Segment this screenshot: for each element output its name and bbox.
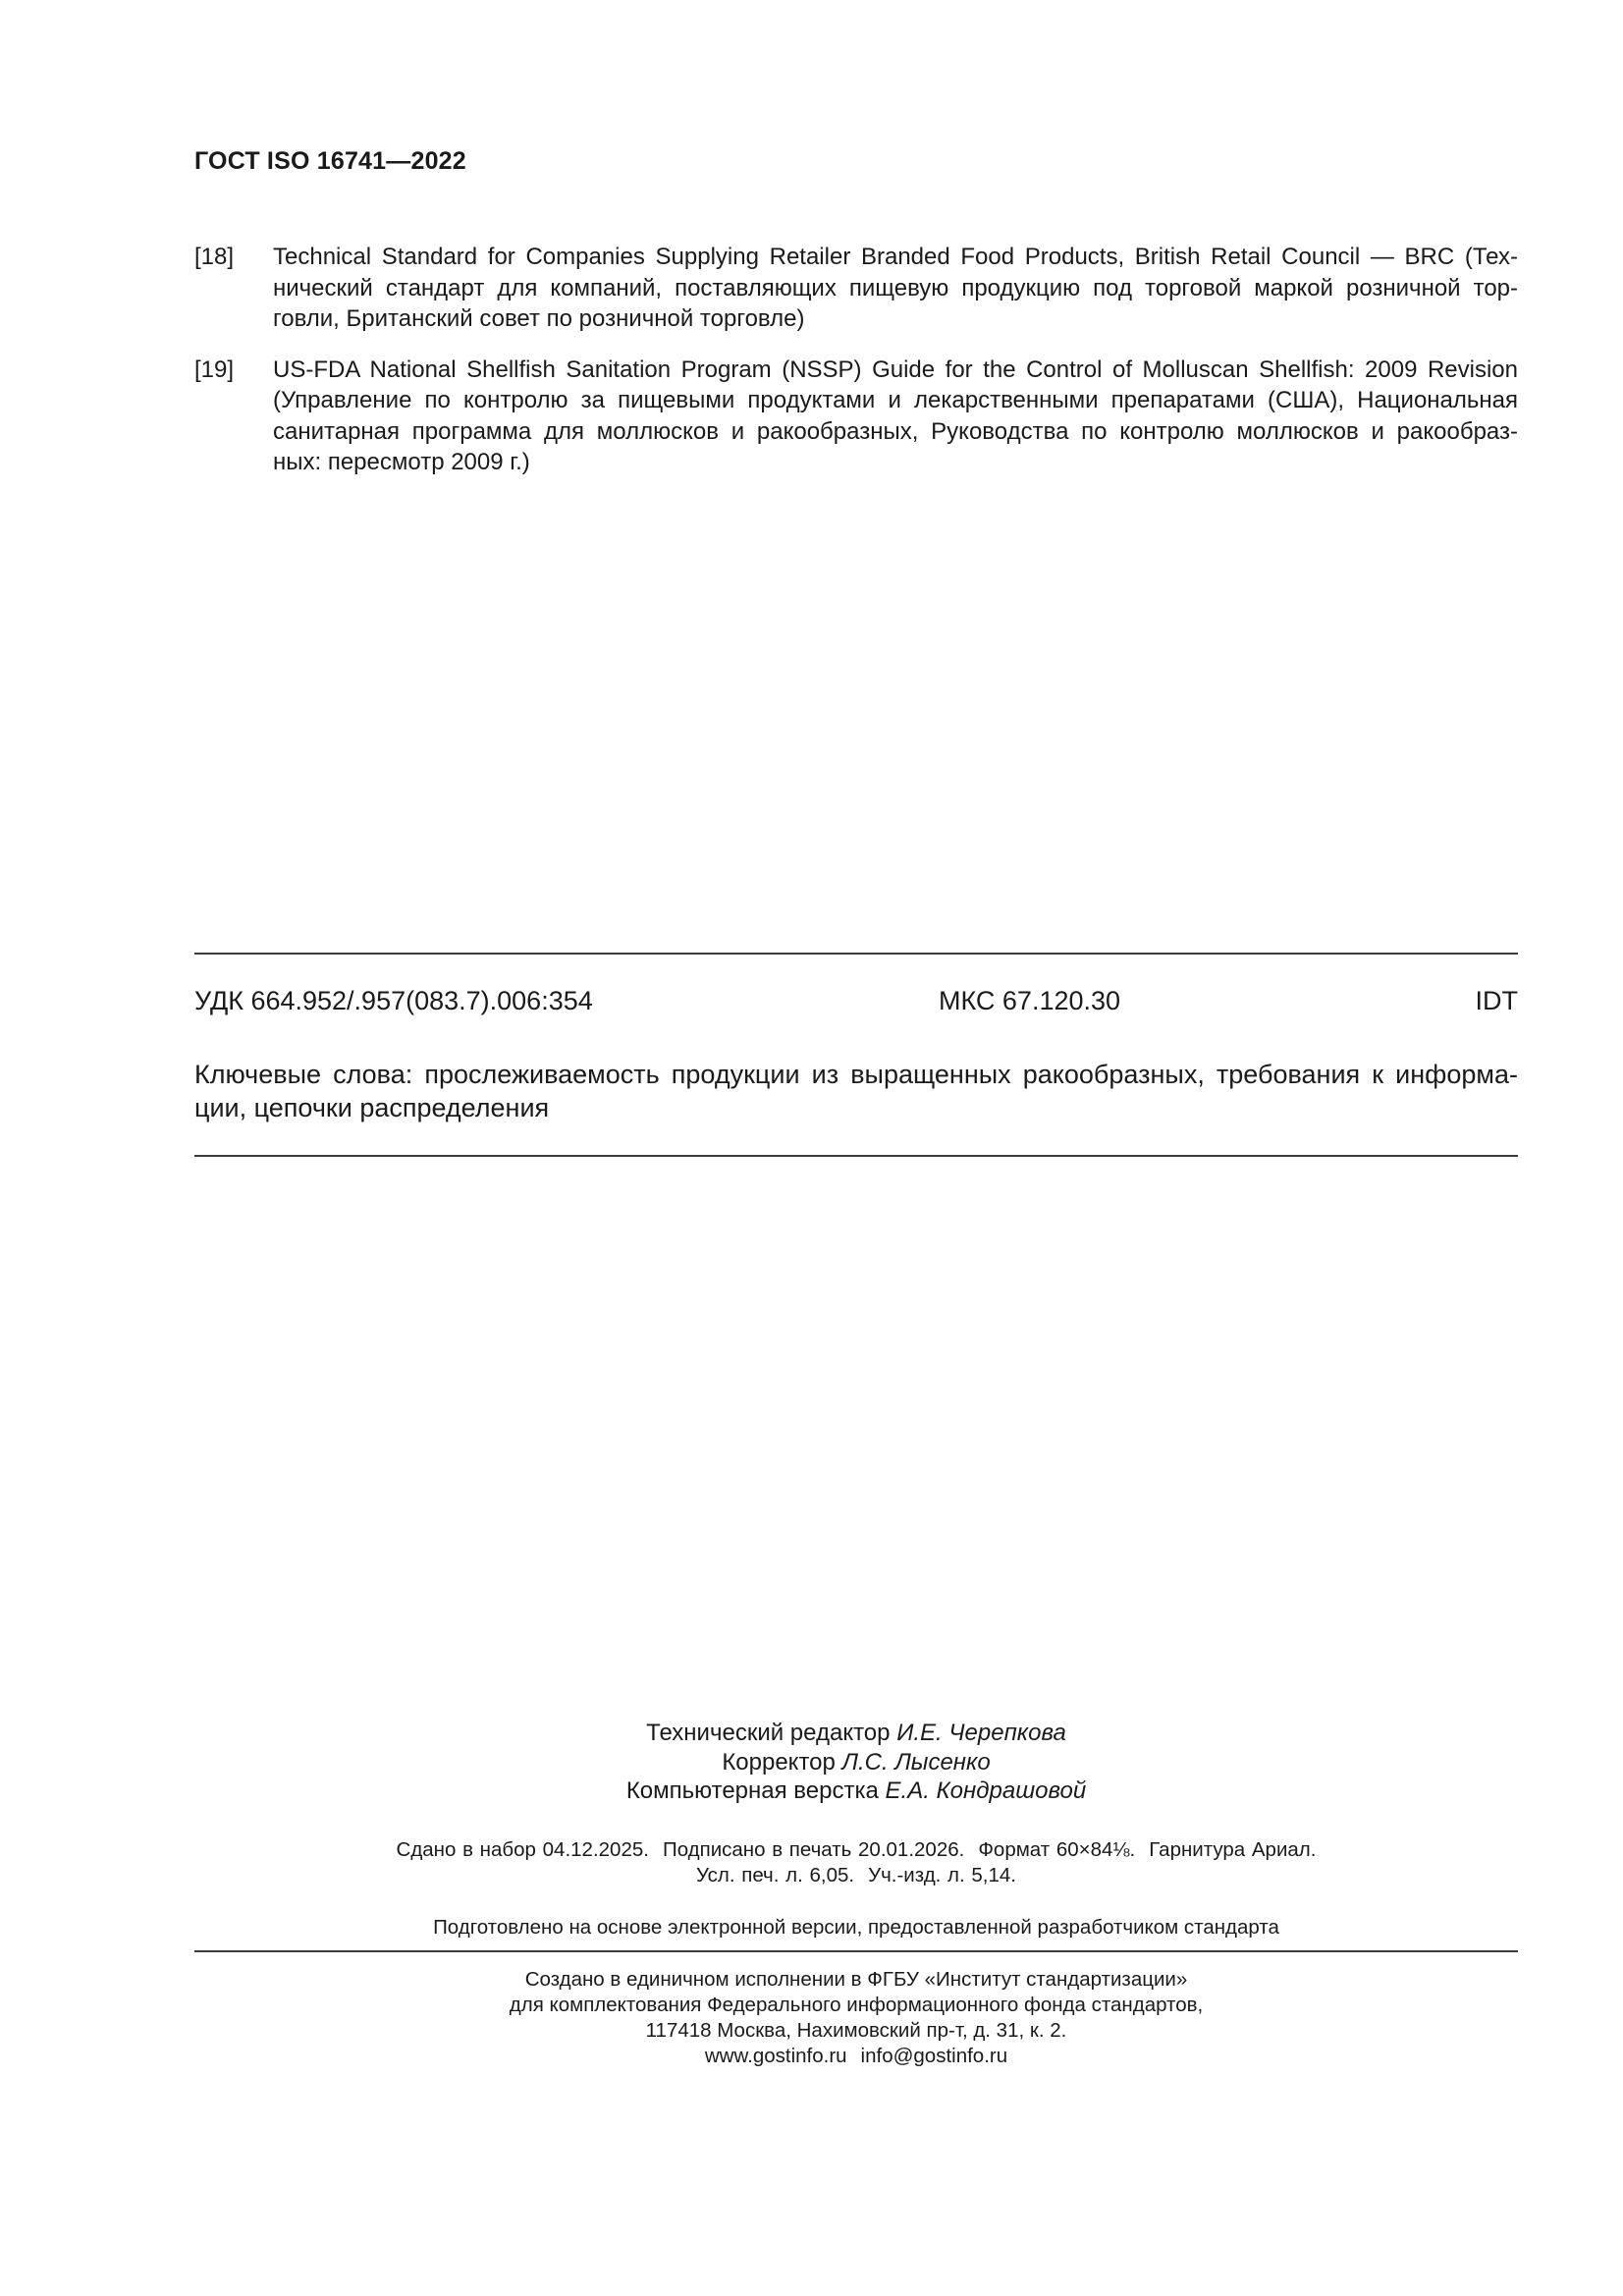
keywords-line: Ключевые слова: прослеживаемость продукции из выращенных ракообразных, требования к информа- [194, 1060, 1518, 1089]
printed-sheets: Усл. печ. л. 6,05. [695, 1864, 855, 1886]
tech-editor-label: Технический редактор [646, 1720, 891, 1746]
bibliography-list [194, 242, 1518, 498]
editorial-credits [194, 1719, 1518, 1806]
divider-bottom [194, 1950, 1518, 1952]
tech-editor-credit [194, 1719, 1518, 1748]
reference-line: ных: пересмотр 2009 г.) [273, 449, 530, 475]
publisher-contacts [194, 2044, 1518, 2069]
reference-number: [18] [194, 244, 235, 270]
bibliography-entry-19 [194, 355, 1518, 478]
website-link[interactable]: www.gostinfo.ru [704, 2045, 847, 2067]
email-link[interactable]: info@gostinfo.ru [860, 2045, 1008, 2067]
submitted-date: Сдано в набор 04.12.2025. [396, 1838, 649, 1861]
classification-codes [194, 986, 1518, 1021]
publisher-info [194, 1967, 1518, 2069]
prepared-note: Подготовлено на основе электронной версии, предоставленной разработчиком стандарта [433, 1916, 1279, 1939]
reference-text [273, 242, 1518, 335]
publisher-line: для комплектования Федерального информационного фонда стандартов, [509, 1994, 1204, 2016]
reference-line: (Управление по контролю за пищевыми продуктами и лекарственными препаратами (США), Национальная [273, 387, 1518, 413]
tech-editor-name: И.Е. Черепкова [896, 1720, 1066, 1746]
reference-text [273, 355, 1518, 478]
mks-code: МКС 67.120.30 [939, 986, 1121, 1015]
divider-top [194, 953, 1518, 955]
reference-line: нический стандарт для компаний, поставляющих пищевую продукцию под торговой маркой розничной тор- [273, 274, 1518, 301]
reference-line: Technical Standard for Companies Supplying Retailer Branded Food Products, British Retail Council — BRC (Тех- [273, 244, 1518, 270]
keywords-line: ции, цепочки распределения [194, 1093, 550, 1122]
reference-line: US-FDA National Shellfish Sanitation Program (NSSP) Guide for the Control of Molluscan Shellfish: 2009 Revision [273, 355, 1518, 383]
print-format: Формат 60×84⅛. [978, 1838, 1136, 1861]
signed-date: Подписано в печать 20.01.2026. [662, 1838, 965, 1861]
corrector-label: Корректор [722, 1748, 836, 1776]
layout-label: Компьютерная верстка [625, 1777, 879, 1804]
divider-middle [194, 1155, 1518, 1157]
print-info-line-1 [194, 1837, 1518, 1863]
reference-number: [19] [194, 355, 235, 383]
corrector-credit [194, 1748, 1518, 1777]
layout-name: Е.А. Кондрашовой [885, 1777, 1087, 1804]
reference-line: санитарная программа для моллюсков и ракообразных, Руководства по контролю моллюсков и ракообраз- [273, 417, 1518, 445]
publisher-sheets: Уч.-изд. л. 5,14. [868, 1864, 1017, 1886]
bibliography-entry-18 [194, 242, 1518, 335]
reference-line: говли, Британский совет по розничной торговле) [273, 305, 805, 332]
keywords [194, 1058, 1518, 1124]
udk-code: УДК 664.952/.957(083.7).006:354 [194, 986, 593, 1015]
layout-credit [194, 1777, 1518, 1806]
publisher-line: Создано в единичном исполнении в ФГБУ «Институт стандартизации» [524, 1968, 1188, 1991]
publisher-address: 117418 Москва, Нахимовский пр-т, д. 31, к. 2. [645, 2019, 1067, 2042]
typeface: Гарнитура Ариал. [1149, 1838, 1317, 1861]
idt-marker: IDT [1475, 986, 1518, 1015]
corrector-name: Л.С. Лысенко [841, 1748, 991, 1776]
print-info-line-2 [194, 1863, 1518, 1888]
standard-header: ГОСТ ISO 16741—2022 [194, 147, 466, 175]
print-info [194, 1837, 1518, 1888]
